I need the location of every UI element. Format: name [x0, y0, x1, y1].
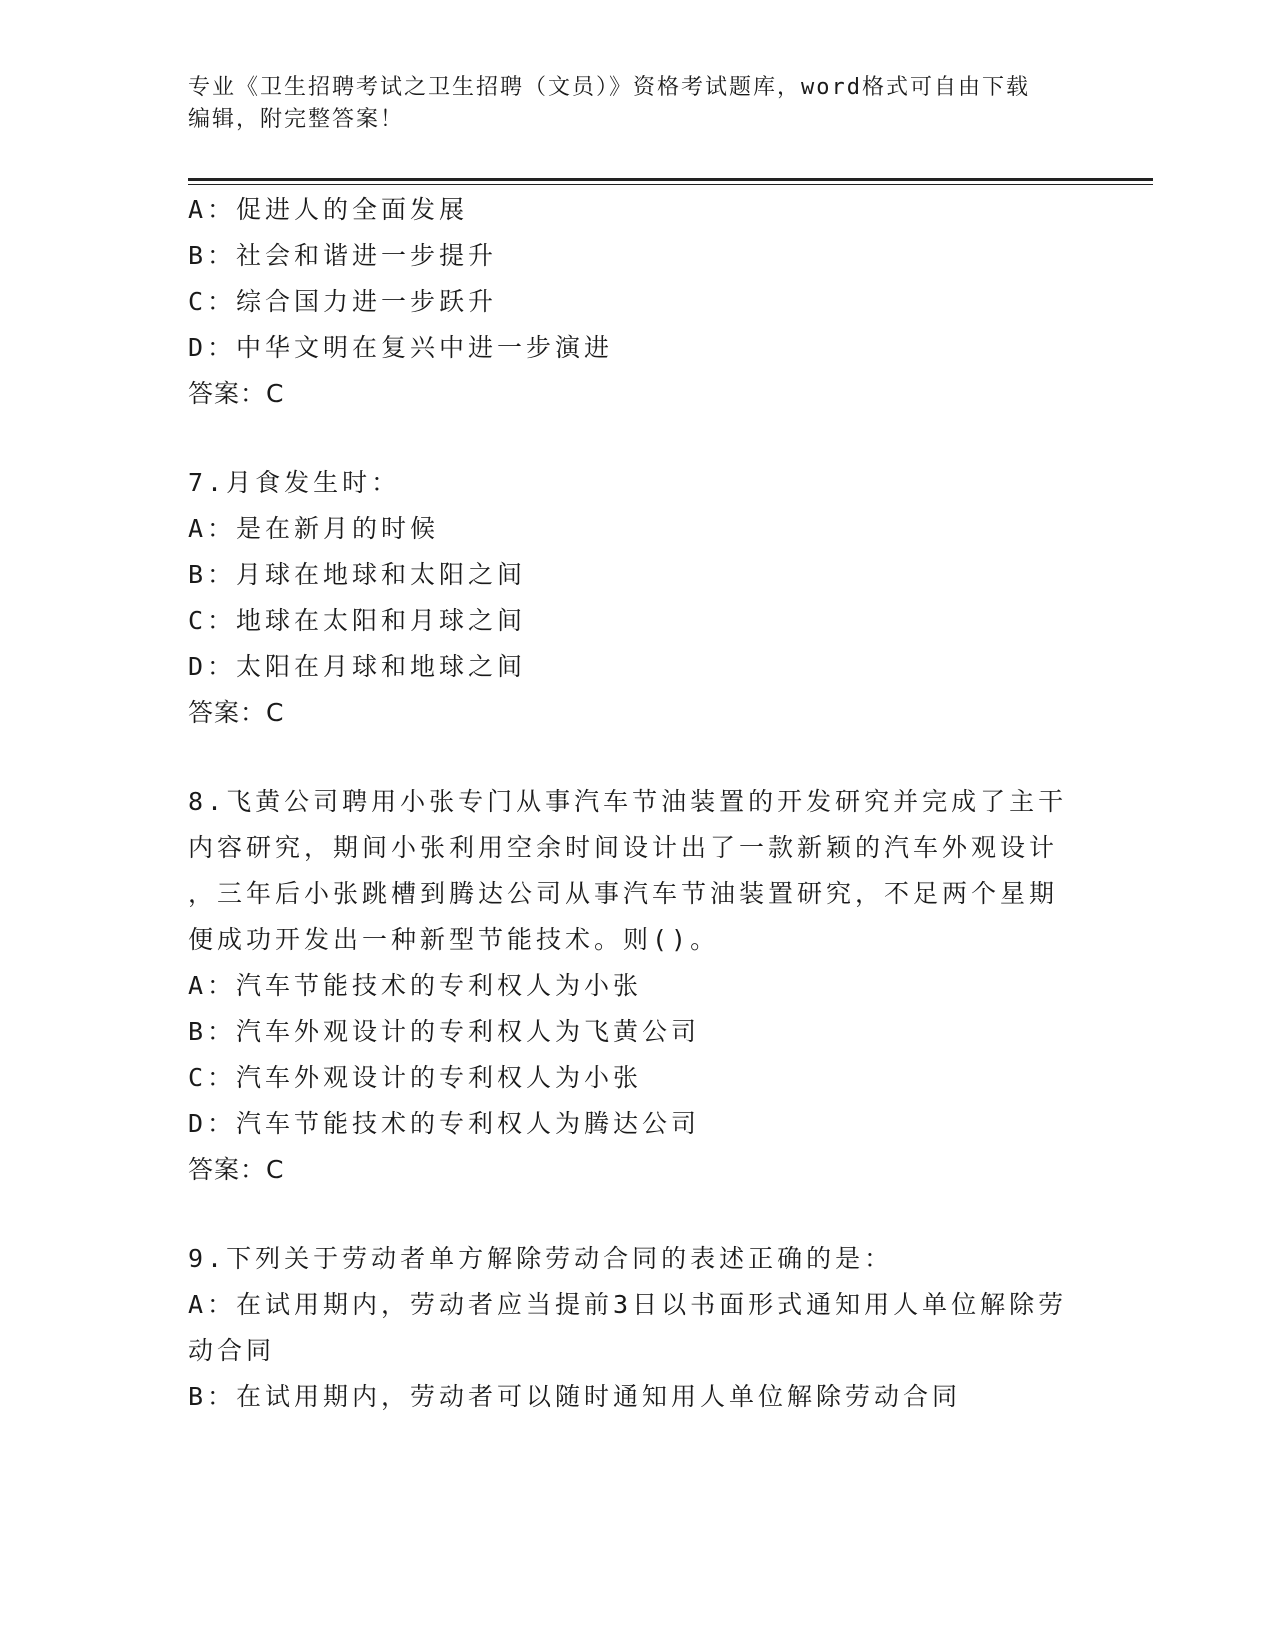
document-header [188, 72, 1068, 136]
spacer [188, 1193, 1108, 1236]
header-divider-thin [188, 184, 1153, 185]
option-b: B：社会和谐进一步提升 [188, 241, 498, 270]
option-c: C：综合国力进一步跃升 [188, 287, 498, 316]
question-text-line: 内容研究，期间小张利用空余时间设计出了一款新颖的汽车外观设计 [188, 833, 1059, 862]
spacer [188, 736, 1108, 779]
option-a: A：促进人的全面发展 [188, 195, 469, 224]
option-b: B：在试用期内，劳动者可以随时通知用人单位解除劳动合同 [188, 1382, 962, 1411]
header-line-1: 专业《卫生招聘考试之卫生招聘（文员）》资格考试题库，word格式可自由下载 [188, 75, 1030, 100]
option-b: B：月球在地球和太阳之间 [188, 560, 527, 589]
option-b: B：汽车外观设计的专利权人为飞黄公司 [188, 1017, 701, 1046]
option-a: A：在试用期内，劳动者应当提前3日以书面形式通知用人单位解除劳 [188, 1290, 1068, 1319]
header-divider-thick [188, 178, 1153, 181]
question-text-line: ，三年后小张跳槽到腾达公司从事汽车节油装置研究，不足两个星期 [188, 879, 1059, 908]
option-a: A：汽车节能技术的专利权人为小张 [188, 971, 643, 1000]
option-a: A：是在新月的时候 [188, 514, 440, 543]
question-6 [188, 187, 1108, 417]
question-text: 7.月食发生时： [188, 468, 401, 497]
header-line-2: 编辑，附完整答案！ [188, 107, 405, 132]
question-7 [188, 460, 1108, 736]
question-text-line: 8.飞黄公司聘用小张专门从事汽车节油装置的开发研究并完成了主干 [188, 787, 1068, 816]
answer: 答案：C [188, 1155, 285, 1184]
question-text: 9.下列关于劳动者单方解除劳动合同的表述正确的是： [188, 1244, 894, 1273]
question-text-line: 便成功开发出一种新型节能技术。则()。 [188, 925, 720, 954]
spacer [188, 417, 1108, 460]
option-d: D：汽车节能技术的专利权人为腾达公司 [188, 1109, 701, 1138]
answer: 答案：C [188, 379, 285, 408]
question-list [188, 187, 1108, 1420]
option-a-continued: 动合同 [188, 1336, 276, 1365]
option-c: C：汽车外观设计的专利权人为小张 [188, 1063, 643, 1092]
answer: 答案：C [188, 698, 285, 727]
option-c: C：地球在太阳和月球之间 [188, 606, 527, 635]
question-8 [188, 779, 1108, 1193]
option-d: D：太阳在月球和地球之间 [188, 652, 527, 681]
question-9 [188, 1236, 1108, 1420]
option-d: D：中华文明在复兴中进一步演进 [188, 333, 614, 362]
